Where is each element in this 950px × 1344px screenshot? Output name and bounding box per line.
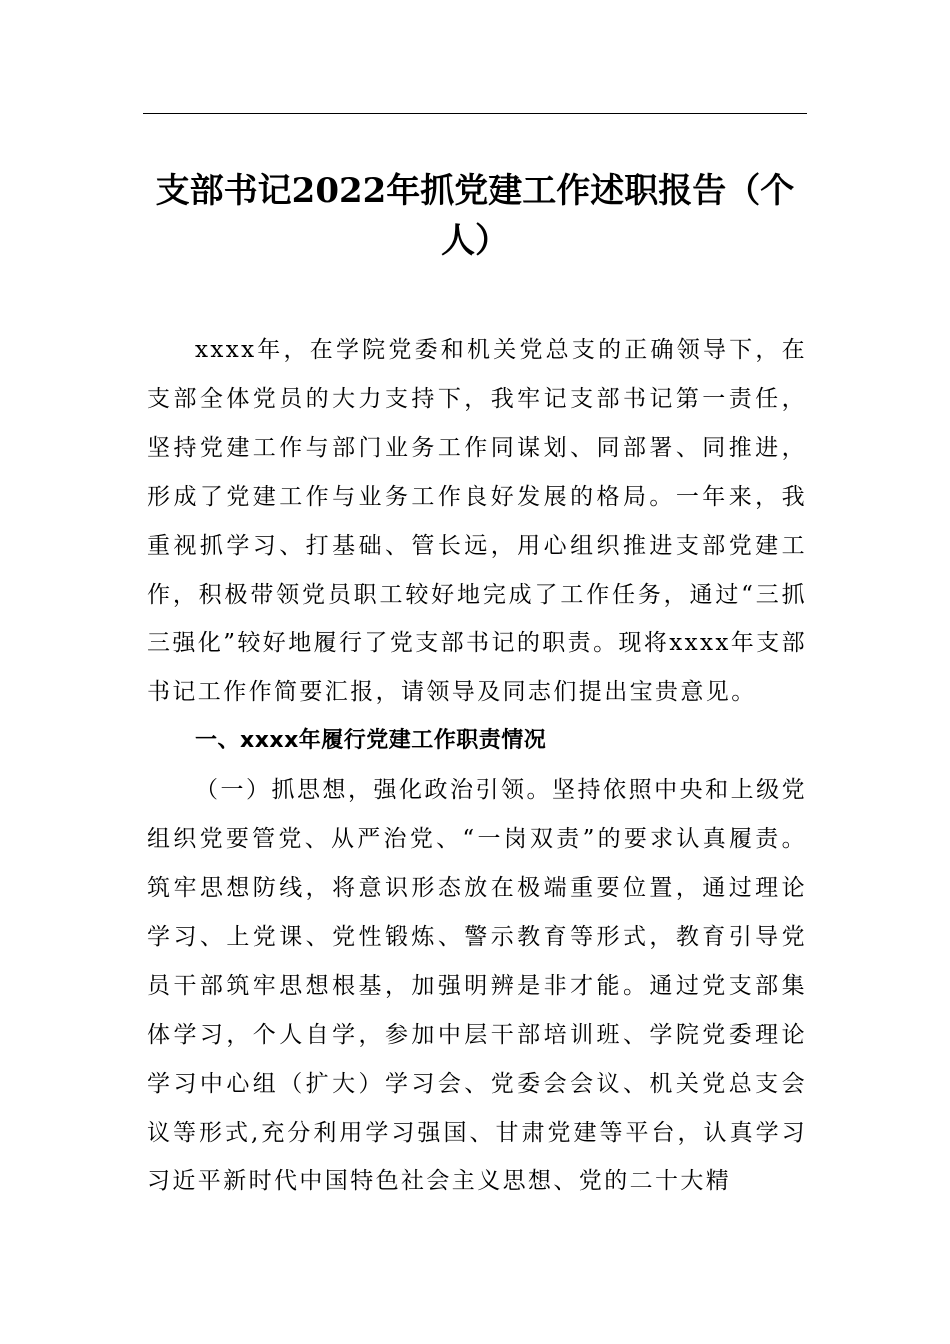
header-rule — [143, 113, 807, 114]
section-heading: 一、xxxx年履行党建工作职责情况 — [195, 728, 547, 754]
document-title: 支部书记2022年抓党建工作述职报告（个人） — [155, 171, 795, 261]
intro-paragraph: xxxx年，在学院党委和机关党总支的正确领导下，在支部全体党员的大力支持下，我牢记支部书记第一责任，坚持党建工作与部门业务工作同谋划、同部署、同推进，形成了党建工作与业务工作良好发展的格局。一年来，我重视抓学习、打基础、管长远，用心组织推进支部党建工作，积极带领党员职工较好地完成了工作任务，通过“三抓三强化”较好地履行了党支部书记的职责。现将xxxx年支部书记工作作简要汇报，请领导及同志们提出宝贵意见。 — [147, 337, 807, 706]
section-paragraph: （一）抓思想，强化政治引领。坚持依照中央和上级党组织党要管党、从严治党、“一岗双责”的要求认真履责。筑牢思想防线，将意识形态放在极端重要位置，通过理论学习、上党课、党性锻炼、警示教育等形式，教育引导党员干部筑牢思想根基，加强明辨是非才能。通过党支部集体学习，个人自学，参加中层干部培训班、学院党委理论学习中心组（扩大）学习会、党委会会议、机关党总支会议等形式,充分利用学习强国、甘肃党建等平台，认真学习习近平新时代中国特色社会主义思想、党的二十大精 — [147, 777, 807, 1195]
document-body — [147, 326, 807, 1206]
